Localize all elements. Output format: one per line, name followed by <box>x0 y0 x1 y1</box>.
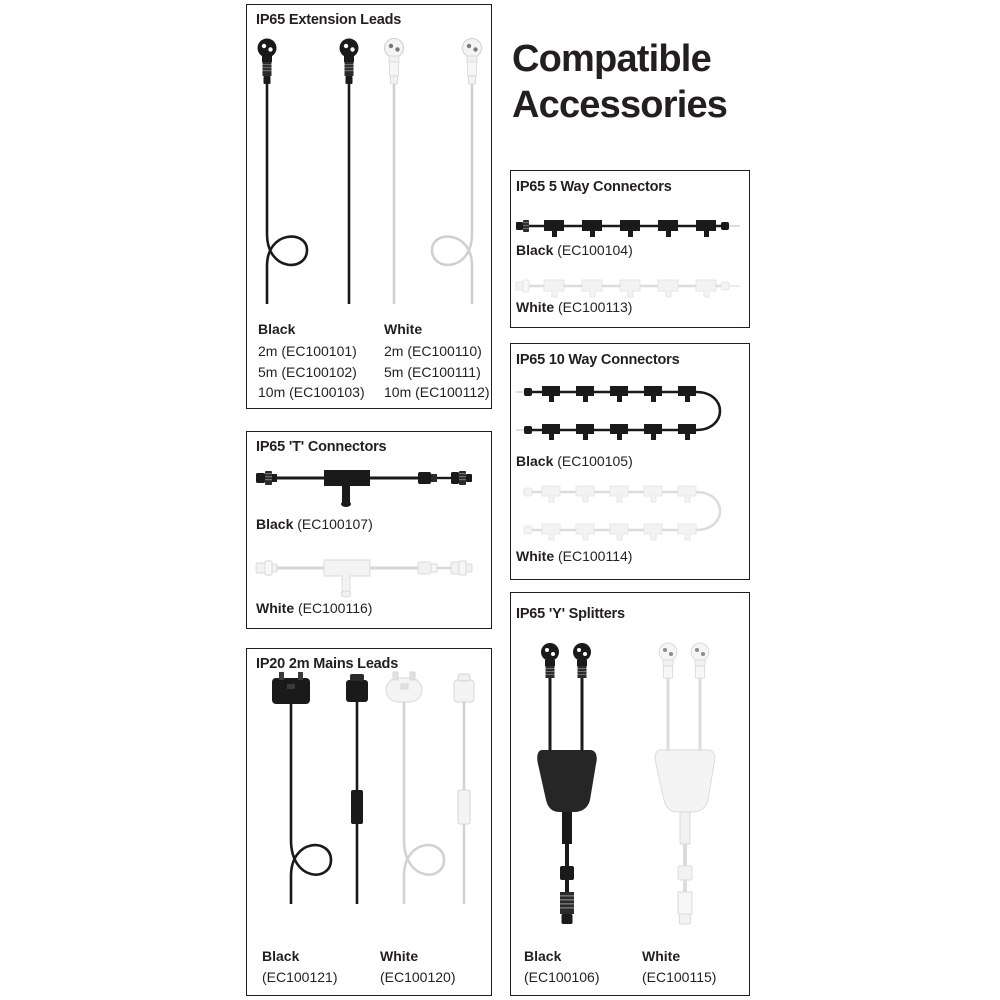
five-way-white-artwork <box>516 266 744 300</box>
ten-way-white-code: (EC100114) <box>558 548 633 564</box>
ten-way-black-artwork <box>516 378 744 450</box>
ten-way-black-label-text: Black <box>516 453 554 469</box>
t-connector-black-label-text: Black <box>256 516 294 532</box>
t-connector-white-label-text: White <box>256 600 295 616</box>
extension-black-label <box>258 321 295 337</box>
mains-white-label <box>380 948 418 964</box>
mains-leads-artwork <box>246 660 492 940</box>
extension-white-item-0: 2m (EC100110) <box>384 343 482 359</box>
five-way-white-code: (EC100113) <box>558 299 633 315</box>
panel-t-connectors-title: IP65 'T' Connectors <box>256 439 387 455</box>
t-connector-white-code: (EC100116) <box>298 600 373 616</box>
y-splitter-black-code: (EC100106) <box>524 969 600 985</box>
mains-white-code: (EC100120) <box>380 969 456 985</box>
extension-leads-artwork <box>246 4 492 334</box>
panel-mains-leads-title: IP20 2m Mains Leads <box>256 656 399 672</box>
extension-black-label-text: Black <box>258 321 296 337</box>
five-way-black-label <box>516 242 633 258</box>
five-way-white-label-text: White <box>516 299 555 315</box>
extension-white-item-2: 10m (EC100112) <box>384 384 490 400</box>
y-splitter-white-label-text: White <box>642 948 681 964</box>
ten-way-white-label <box>516 548 632 564</box>
extension-black-item-2: 10m (EC100103) <box>258 384 365 400</box>
panel-5-way-title: IP65 5 Way Connectors <box>516 179 672 195</box>
page-title <box>512 36 792 128</box>
t-connector-black-label <box>256 516 373 532</box>
mains-white-label-text: White <box>380 948 419 964</box>
extension-white-item-1: 5m (EC100111) <box>384 364 481 380</box>
extension-white-label <box>384 321 422 337</box>
y-splitter-black-label-text: Black <box>524 948 562 964</box>
extension-black-item-1: 5m (EC100102) <box>258 364 357 380</box>
ten-way-white-artwork <box>516 478 744 550</box>
ten-way-white-label-text: White <box>516 548 555 564</box>
t-connector-white-artwork <box>252 545 488 605</box>
y-splitter-white-code: (EC100115) <box>642 969 717 985</box>
page-title-text: Compatible Accessories <box>512 38 728 126</box>
five-way-white-label <box>516 299 632 315</box>
extension-black-item-0: 2m (EC100101) <box>258 343 357 359</box>
five-way-black-artwork <box>516 206 744 240</box>
y-splitter-white-label <box>642 948 680 964</box>
t-connector-black-artwork <box>252 455 488 515</box>
mains-black-code: (EC100121) <box>262 969 338 985</box>
y-splitter-black-label <box>524 948 561 964</box>
five-way-black-label-text: Black <box>516 242 554 258</box>
panel-y-splitters-title: IP65 'Y' Splitters <box>516 606 625 622</box>
five-way-black-code: (EC100104) <box>557 242 633 258</box>
y-splitter-white-artwork <box>638 630 748 930</box>
mains-black-label <box>262 948 299 964</box>
panel-10-way-title: IP65 10 Way Connectors <box>516 352 680 368</box>
ten-way-black-label <box>516 453 633 469</box>
extension-white-label-text: White <box>384 321 423 337</box>
t-connector-black-code: (EC100107) <box>297 516 373 532</box>
y-splitter-black-artwork <box>520 630 630 930</box>
mains-black-label-text: Black <box>262 948 300 964</box>
ten-way-black-code: (EC100105) <box>557 453 633 469</box>
panel-extension-leads-title: IP65 Extension Leads <box>256 12 402 28</box>
t-connector-white-label <box>256 600 372 616</box>
